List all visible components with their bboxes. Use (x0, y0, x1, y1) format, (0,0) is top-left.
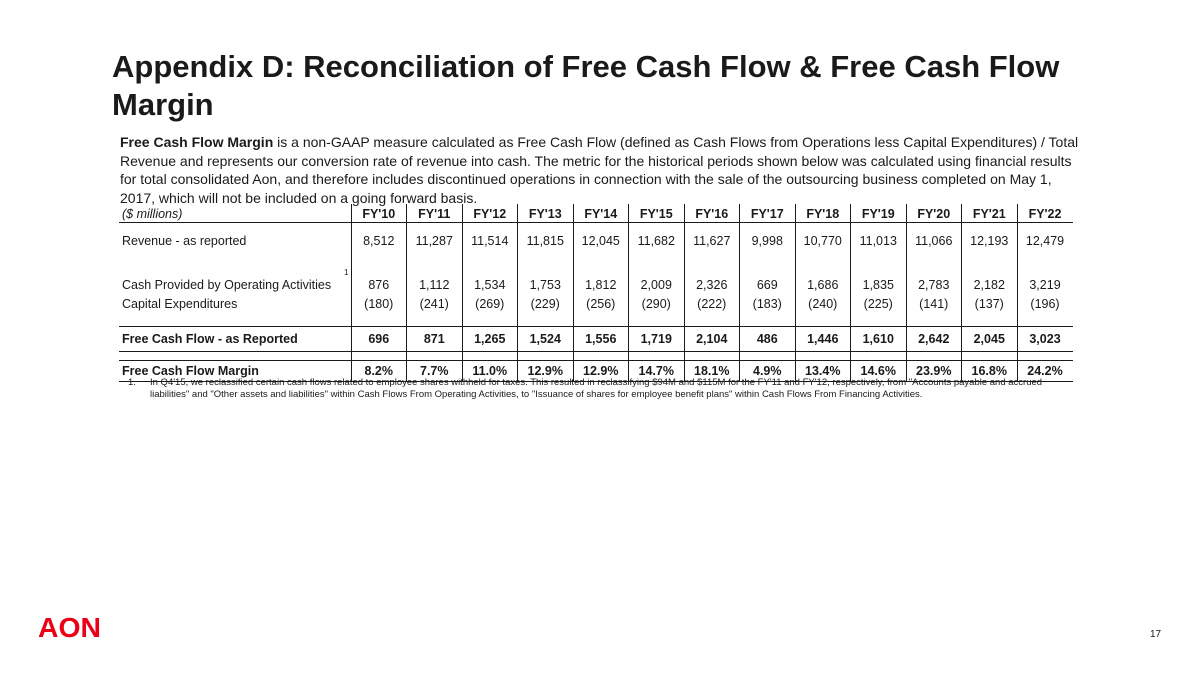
spacer-cell (407, 352, 463, 361)
table-cell: (225) (851, 294, 907, 314)
year-header: FY'12 (462, 204, 518, 223)
table-cell: 9,998 (740, 223, 796, 259)
footnote-ref: 1 (344, 268, 349, 277)
table-cell: 1,719 (629, 327, 685, 352)
table-cell: 1,556 (573, 327, 629, 352)
table-cell: (137) (962, 294, 1018, 314)
intro-paragraph (120, 133, 1080, 207)
table-cell: 2,642 (906, 327, 962, 352)
intro-bold-lead: Free Cash Flow Margin (120, 134, 274, 150)
intro-text: is a non-GAAP measure calculated as Free Cash Flow (defined as Cash Flows from Operations less Capital Expenditures) / Total Revenue and represents our conversion rate of revenue into cash. The metric for the historical periods shown below was calculated using financial results for total consolidated Aon, and therefore includes discontinued operations in connection with the sale of the outsourcing business completed on May 1, 2017, which will not be included on a going forward basis. (120, 134, 1079, 206)
year-header: FY'14 (573, 204, 629, 223)
table-cell: 1,446 (795, 327, 851, 352)
spacer-cell (119, 352, 351, 361)
table-cell: 11,682 (629, 223, 685, 259)
table-cell: 10,770 (795, 223, 851, 259)
table-cell: 2,045 (962, 327, 1018, 352)
table-cell: (180) (351, 294, 407, 314)
table-cell: (183) (740, 294, 796, 314)
table-cell: 8.2% (351, 361, 407, 382)
table-cell: 11,287 (407, 223, 463, 259)
table-spacer-row (119, 314, 1073, 327)
year-header: FY'13 (518, 204, 574, 223)
table-cell: 669 (740, 258, 796, 294)
table-cell: 16.8% (962, 361, 1018, 382)
year-header: FY'18 (795, 204, 851, 223)
year-header: FY'17 (740, 204, 796, 223)
spacer-cell (740, 352, 796, 361)
spacer-cell (962, 314, 1018, 327)
table-cell: 8,512 (351, 223, 407, 259)
table-cell: 11,514 (462, 223, 518, 259)
table-cell: (269) (462, 294, 518, 314)
table-cell: 1,753 (518, 258, 574, 294)
year-header: FY'22 (1017, 204, 1073, 223)
spacer-cell (351, 352, 407, 361)
table-cell: (222) (684, 294, 740, 314)
table-cell: 12.9% (518, 361, 574, 382)
spacer-cell (629, 314, 685, 327)
table-cell: (141) (906, 294, 962, 314)
table-cell: 1,610 (851, 327, 907, 352)
table-cell: (256) (573, 294, 629, 314)
spacer-cell (962, 352, 1018, 361)
spacer-cell (573, 314, 629, 327)
slide-title: Appendix D: Reconciliation of Free Cash Flow & Free Cash Flow Margin (112, 49, 1060, 122)
table-cell: 1,265 (462, 327, 518, 352)
aon-logo (38, 612, 102, 642)
table-cell: 876 (351, 258, 407, 294)
year-header: FY'20 (906, 204, 962, 223)
spacer-cell (906, 352, 962, 361)
table-cell: 2,783 (906, 258, 962, 294)
year-header: FY'16 (684, 204, 740, 223)
table-header-row (119, 204, 1073, 223)
table-cell: 18.1% (684, 361, 740, 382)
footnote-text: In Q4'15, we reclassified certain cash flows related to employee shares withheld for taxes. This resulted in reclassifying $94M and $115M for the FY'11 and FY'12, respectively, from "Accounts payable and accrued liabilities" and "Other assets and liabilities" within Cash Flows From Operating Activities, to "Issuance of shares for employee benefit plans" within Cash Flows From Financing Activities. (150, 377, 1043, 400)
spacer-cell (518, 314, 574, 327)
table-cell: 1,112 (407, 258, 463, 294)
row-label: Cash Provided by Operating Activities (122, 278, 332, 292)
table-cell: 1,835 (851, 258, 907, 294)
table-cell: 2,104 (684, 327, 740, 352)
spacer-cell (351, 314, 407, 327)
spacer-cell (795, 352, 851, 361)
spacer-cell (906, 314, 962, 327)
spacer-cell (518, 352, 574, 361)
row-label: Free Cash Flow Margin (119, 361, 351, 382)
spacer-cell (462, 314, 518, 327)
reconciliation-table (119, 204, 1073, 382)
table-cell: 871 (407, 327, 463, 352)
spacer-cell (462, 352, 518, 361)
table-cell: (290) (629, 294, 685, 314)
year-header: FY'10 (351, 204, 407, 223)
table-cell: (229) (518, 294, 574, 314)
table-cell: 696 (351, 327, 407, 352)
year-header: FY'21 (962, 204, 1018, 223)
spacer-cell (851, 314, 907, 327)
table-cell: 2,182 (962, 258, 1018, 294)
row-label-cell (119, 258, 351, 294)
table-cell: 1,686 (795, 258, 851, 294)
spacer-cell (573, 352, 629, 361)
table-row-capex (119, 294, 1073, 314)
table-cell: 11.0% (462, 361, 518, 382)
footnote-number: 1. (128, 377, 136, 388)
page-number: 17 (1150, 629, 1162, 640)
unit-label: ($ millions) (119, 204, 351, 223)
table-cell: 24.2% (1017, 361, 1073, 382)
spacer-cell (629, 352, 685, 361)
table-cell: 13.4% (795, 361, 851, 382)
table-cell: 3,023 (1017, 327, 1073, 352)
table-cell: 2,009 (629, 258, 685, 294)
table-row-revenue (119, 223, 1073, 259)
spacer-cell (795, 314, 851, 327)
table-cell: 11,627 (684, 223, 740, 259)
table-cell: (196) (1017, 294, 1073, 314)
year-header: FY'11 (407, 204, 463, 223)
table-cell: 7.7% (407, 361, 463, 382)
table-cell: 1,534 (462, 258, 518, 294)
table-cell: 11,815 (518, 223, 574, 259)
table-cell: 486 (740, 327, 796, 352)
spacer-cell (851, 352, 907, 361)
footnote (128, 377, 1068, 401)
table-cell: 12,193 (962, 223, 1018, 259)
year-header: FY'15 (629, 204, 685, 223)
table-cell: 12.9% (573, 361, 629, 382)
table-cell: 14.6% (851, 361, 907, 382)
table-cell: (240) (795, 294, 851, 314)
spacer-cell (740, 314, 796, 327)
row-label: Revenue - as reported (122, 233, 247, 248)
spacer-cell (684, 352, 740, 361)
table-cell: 3,219 (1017, 258, 1073, 294)
spacer-cell (1017, 314, 1073, 327)
spacer-cell (1017, 352, 1073, 361)
table-cell: 11,066 (906, 223, 962, 259)
table-cell: 12,479 (1017, 223, 1073, 259)
table-row-free-cash-flow (119, 327, 1073, 352)
spacer-cell (684, 314, 740, 327)
table-cell: 1,812 (573, 258, 629, 294)
aon-logo-text: AON (38, 612, 101, 642)
table-spacer-row (119, 352, 1073, 361)
spacer-cell (407, 314, 463, 327)
table-row-operating-cash (119, 258, 1073, 294)
table-cell: (241) (407, 294, 463, 314)
table-cell: 14.7% (629, 361, 685, 382)
table-cell: 2,326 (684, 258, 740, 294)
table-cell: 11,013 (851, 223, 907, 259)
row-label: Capital Expenditures (122, 297, 238, 311)
spacer-cell (119, 314, 351, 327)
table-cell: 1,524 (518, 327, 574, 352)
table-cell: 4.9% (740, 361, 796, 382)
table-cell: 23.9% (906, 361, 962, 382)
row-label: Free Cash Flow - as Reported (119, 327, 351, 352)
table-cell: 12,045 (573, 223, 629, 259)
year-header: FY'19 (851, 204, 907, 223)
